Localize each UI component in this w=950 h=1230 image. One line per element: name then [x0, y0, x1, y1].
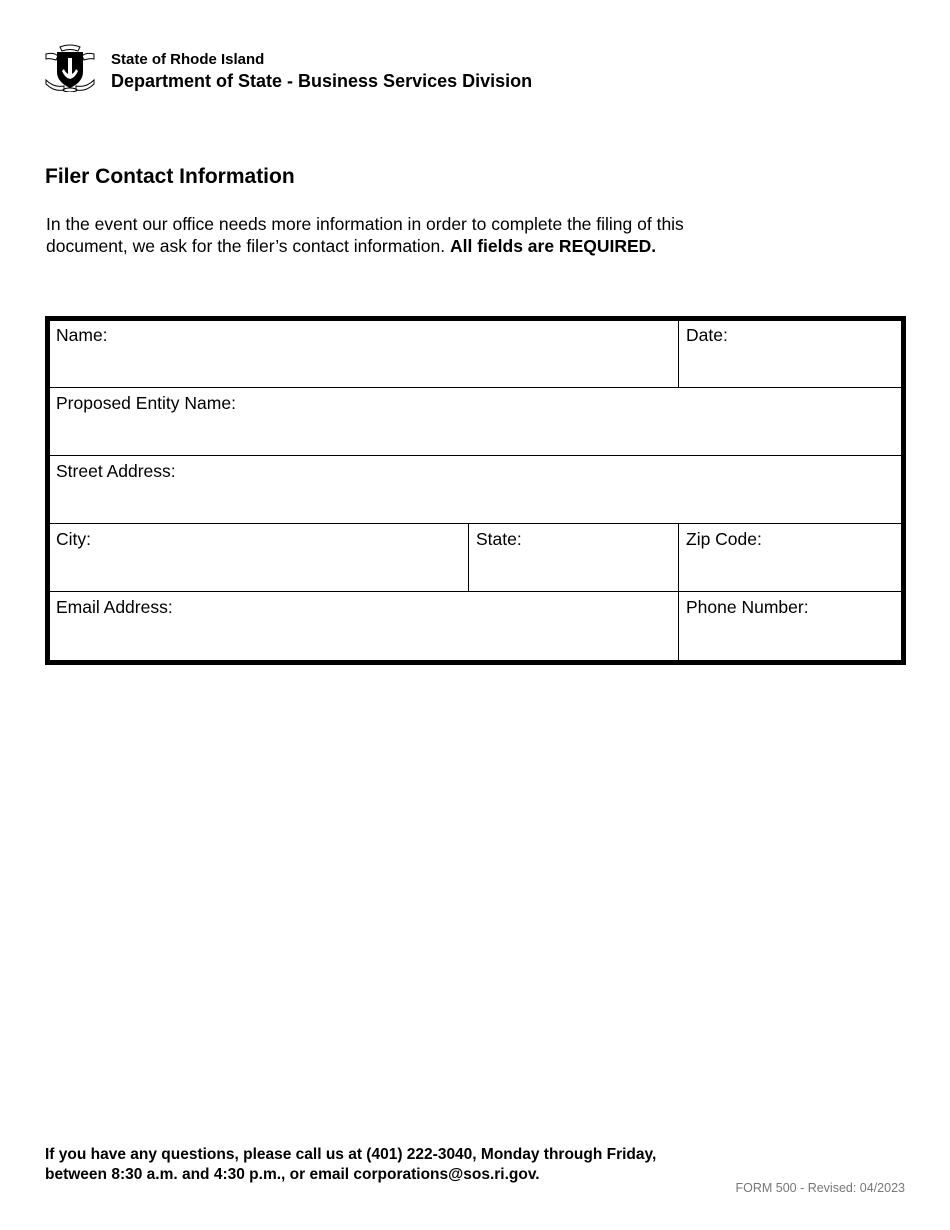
zip-code-label: Zip Code:: [686, 529, 762, 549]
row-divider: [50, 523, 901, 524]
phone-number-label: Phone Number:: [686, 597, 809, 617]
entity-name-field[interactable]: [50, 389, 901, 455]
column-divider: [468, 523, 469, 592]
state-field[interactable]: [470, 525, 678, 591]
street-address-label: Street Address:: [56, 461, 176, 481]
name-label: Name:: [56, 325, 108, 345]
contact-footer: [45, 1145, 656, 1184]
email-address-label: Email Address:: [56, 597, 173, 617]
city-field[interactable]: [50, 525, 468, 591]
name-field[interactable]: [50, 321, 678, 387]
email-address-field[interactable]: [50, 593, 678, 660]
date-field[interactable]: [680, 321, 901, 387]
contact-form: [45, 316, 906, 665]
date-label: Date:: [686, 325, 728, 345]
intro-paragraph: [46, 213, 766, 257]
city-label: City:: [56, 529, 91, 549]
intro-text: In the event our office needs more information in order to complete the filing of this document, we ask for the filer’s contact information.: [46, 214, 684, 256]
department-name: Department of State - Business Services Division: [111, 71, 533, 91]
form-number: FORM 500 - Revised: 04/2023: [735, 1181, 905, 1195]
footer-line-1: If you have any questions, please call us at (401) 222-3040, Monday through Friday,: [45, 1146, 657, 1163]
page-title: Filer Contact Information: [45, 165, 295, 188]
state-label: State:: [476, 529, 522, 549]
row-divider: [50, 387, 901, 388]
column-divider: [678, 523, 679, 660]
rhode-island-seal-icon: [44, 44, 96, 92]
column-divider: [678, 321, 679, 388]
street-address-field[interactable]: [50, 457, 901, 523]
zip-code-field[interactable]: [680, 525, 901, 591]
footer-line-2: between 8:30 a.m. and 4:30 p.m., or email corporations@sos.ri.gov.: [45, 1165, 540, 1183]
phone-number-field[interactable]: [680, 593, 901, 660]
entity-name-label: Proposed Entity Name:: [56, 393, 236, 413]
required-notice: All fields are REQUIRED.: [450, 236, 657, 256]
row-divider: [50, 591, 901, 592]
row-divider: [50, 455, 901, 456]
state-name: State of Rhode Island: [111, 51, 265, 68]
